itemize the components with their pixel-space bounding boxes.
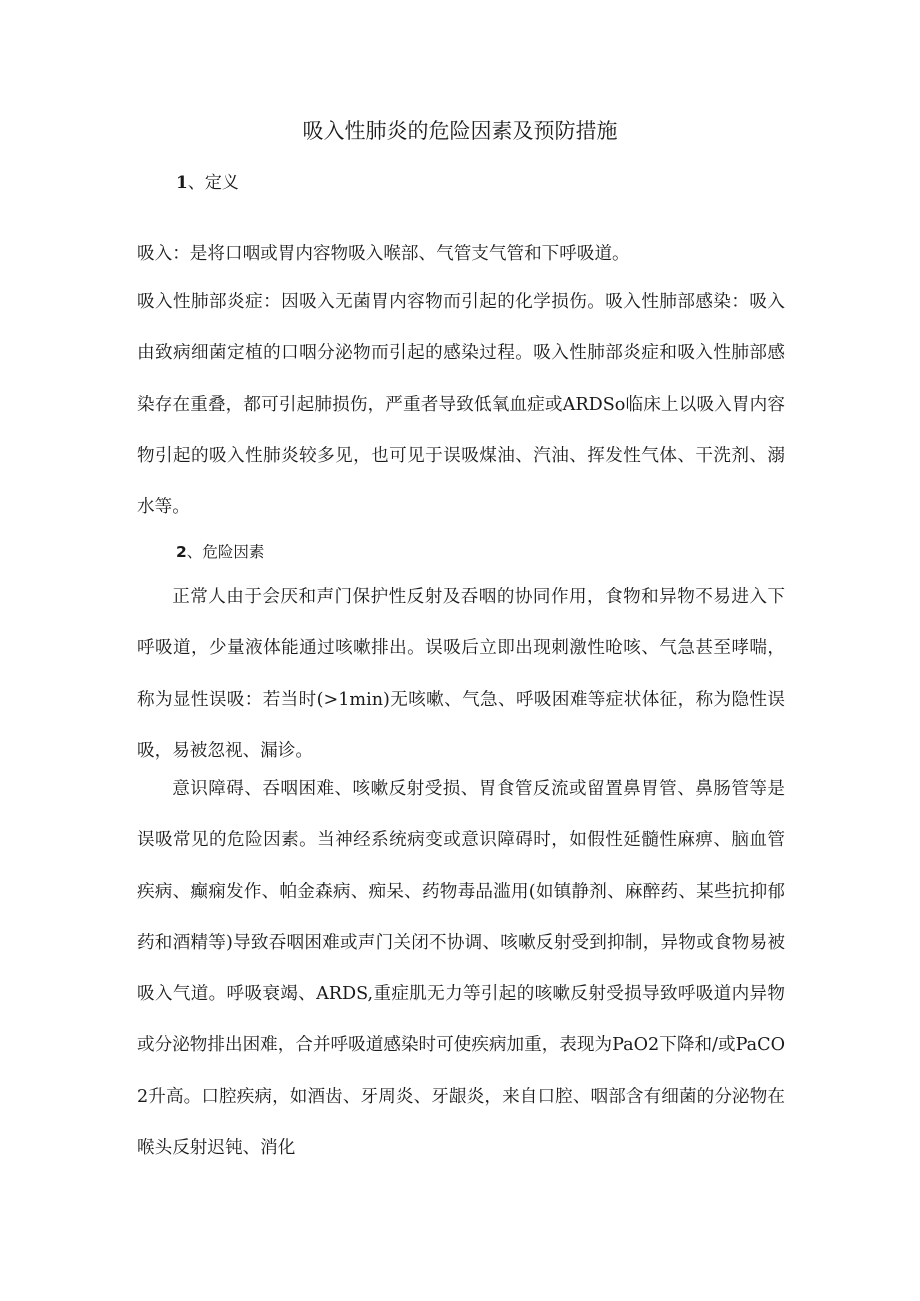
section-separator: 、 [186,543,203,561]
section-title: 定义 [204,173,239,193]
section-separator: 、 [187,173,205,193]
paragraph-normal-protection: 正常人由于会厌和声门保护性反射及吞咽的协同作用，食物和异物不易进入下呼吸道，少量液体能通过咳嗽排出。误吸后立即出现刺激性呛咳、气急甚至哮喘，称为显性误吸：若当时(>1min)无咳嗽、气急、呼吸困难等症状体征，称为隐性误吸，易被忽视、漏诊。 [137,587,785,761]
document-title: 吸入性肺炎的危险因素及预防措施 [302,119,618,143]
section-title: 危险因素 [202,543,265,561]
section-number: 1 [176,173,188,193]
section-heading-definition [176,170,239,196]
paragraph-aspiration-definition: 吸入：是将口咽或胃内容物吸入喉部、气管支气管和下呼吸道。 [137,244,630,264]
paragraph-aspiration-pneumonitis: 吸入性肺部炎症：因吸入无菌胃内容物而引起的化学损伤。吸入性肺部感染：吸入由致病细菌定植的口咽分泌物而引起的感染过程。吸入性肺部炎症和吸入性肺部感染存在重叠，都可引起肺损伤，严重者导致低氧血症或ARDSo临床上以吸入胃内容物引起的吸入性肺炎较多见，也可见于误吸煤油、汽油、挥发性气体、干洗剂、溺水等。 [137,292,785,518]
paragraph-risk-factors: 意识障碍、吞咽困难、咳嗽反射受损、胃食管反流或留置鼻胃管、鼻肠管等是误吸常见的危险因素。当神经系统病变或意识障碍时，如假性延髓性麻痹、脑血管疾病、癫痫发作、帕金森病、痴呆、药物毒品滥用(如镇静剂、麻醉药、某些抗抑郁药和酒精等)导致吞咽困难或声门关闭不协调、咳嗽反射受到抑制，异物或食物易被吸入气道。呼吸衰竭、ARDS,重症肌无力等引起的咳嗽反射受损导致呼吸道内异物或分泌物排出困难，合并呼吸道感染时可使疾病加重，表现为PaO2下降和/或PaCO2升高。口腔疾病，如酒齿、牙周炎、牙龈炎，来自口腔、咽部含有细菌的分泌物在喉头反射迟钝、消化 [137,779,785,1159]
section-heading-risk-factors [176,539,264,565]
section-number: 2 [176,543,187,561]
